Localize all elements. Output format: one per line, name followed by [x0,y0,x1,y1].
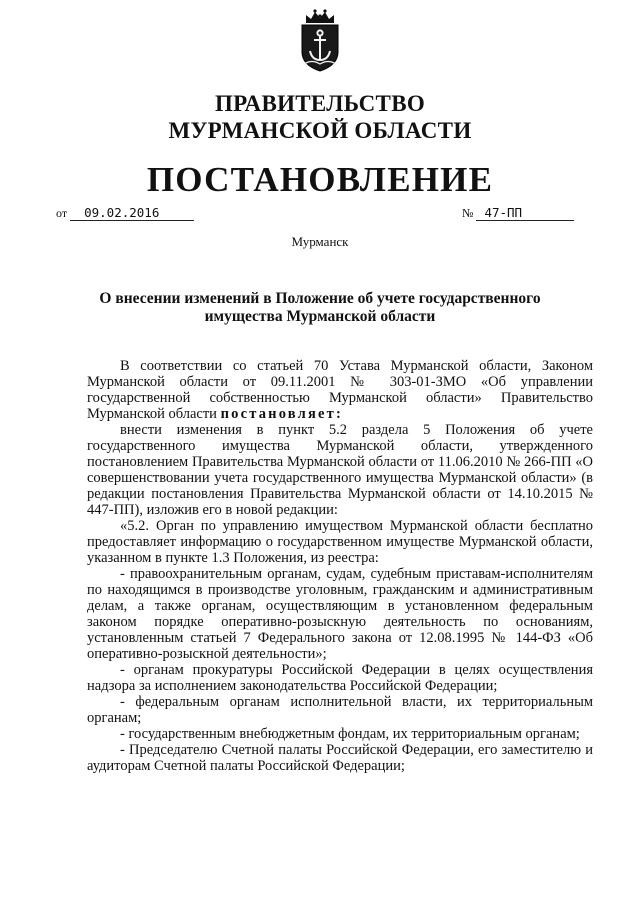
document-type-heading: ПОСТАНОВЛЕНИЕ [146,160,494,199]
date-prefix: от [56,206,68,220]
list-item: - правоохранительным органам, судам, судебным приставам-исполнителям по находящимся в производстве уголовным, гражданским и административным делам, а также органам, осуществляющим в установленном федеральным законом порядке оперативно-розыскную деятельность по основаниям, установленным статьей 7 Федерального закона от 12.08.1995 № 144-ФЗ «Об оперативно-розыскной деятельности»; [87,566,593,662]
document-number [462,206,574,221]
list-item: - Председателю Счетной палаты Российской Федерации, его заместителю и аудиторам Счетной палаты Российской Федерации; [87,742,593,774]
list-item: - государственным внебюджетным фондам, их территориальным органам; [120,726,580,742]
city-label: Мурманск [291,234,349,249]
title-line2: имущества Мурманской области [204,308,436,325]
date-value: 09.02.2016 [70,206,194,221]
coat-of-arms-icon [293,8,347,72]
amendment-paragraph: внести изменения в пункт 5.2 раздела 5 Положения об учете государственного имущества Мурманской области, утвержденного постановлением Правительства Мурманской области от 11.06.2010 № 266-ПП «О совершенствовании учета государственного имущества Мурманской области» (в редакции постановления Правительства Мурманской области от 14.10.2015 № 447-ПП), изложив его в новой редакции: [87,422,593,518]
number-prefix: № [462,206,474,220]
preamble-text: В соответствии со статьей 70 Устава Мурманской области, Законом Мурманской области от 09.11.2001 № 303-01-ЗМО «Об управлении государственной собственностью Мурманской области» Правительство Мурманской области [87,358,593,422]
decree-keyword: постановляет: [220,406,344,422]
clause-5-2-paragraph: «5.2. Орган по управлению имуществом Мурманской области бесплатно предоставляет информацию о государственном имуществе Мурманской области, указанном в пункте 1.3 Положения, из реестра: [87,518,593,566]
list-item: - федеральным органам исполнительной власти, их территориальным органам; [87,694,593,726]
crown-icon [306,9,334,23]
government-name-line2: МУРМАНСКОЙ ОБЛАСТИ [168,118,472,143]
document-body [87,358,593,774]
number-value: 47-ПП [476,206,574,221]
title-line1: О внесении изменений в Положение об учете государственного [99,290,541,307]
document-title [90,290,550,326]
list-item: - органам прокуратуры Российской Федерации в целях осуществления надзора за исполнением законодательства Российской Федерации; [87,662,593,694]
document-date [56,206,194,221]
preamble-paragraph [87,358,593,422]
government-name-line1: ПРАВИТЕЛЬСТВО [214,91,426,116]
